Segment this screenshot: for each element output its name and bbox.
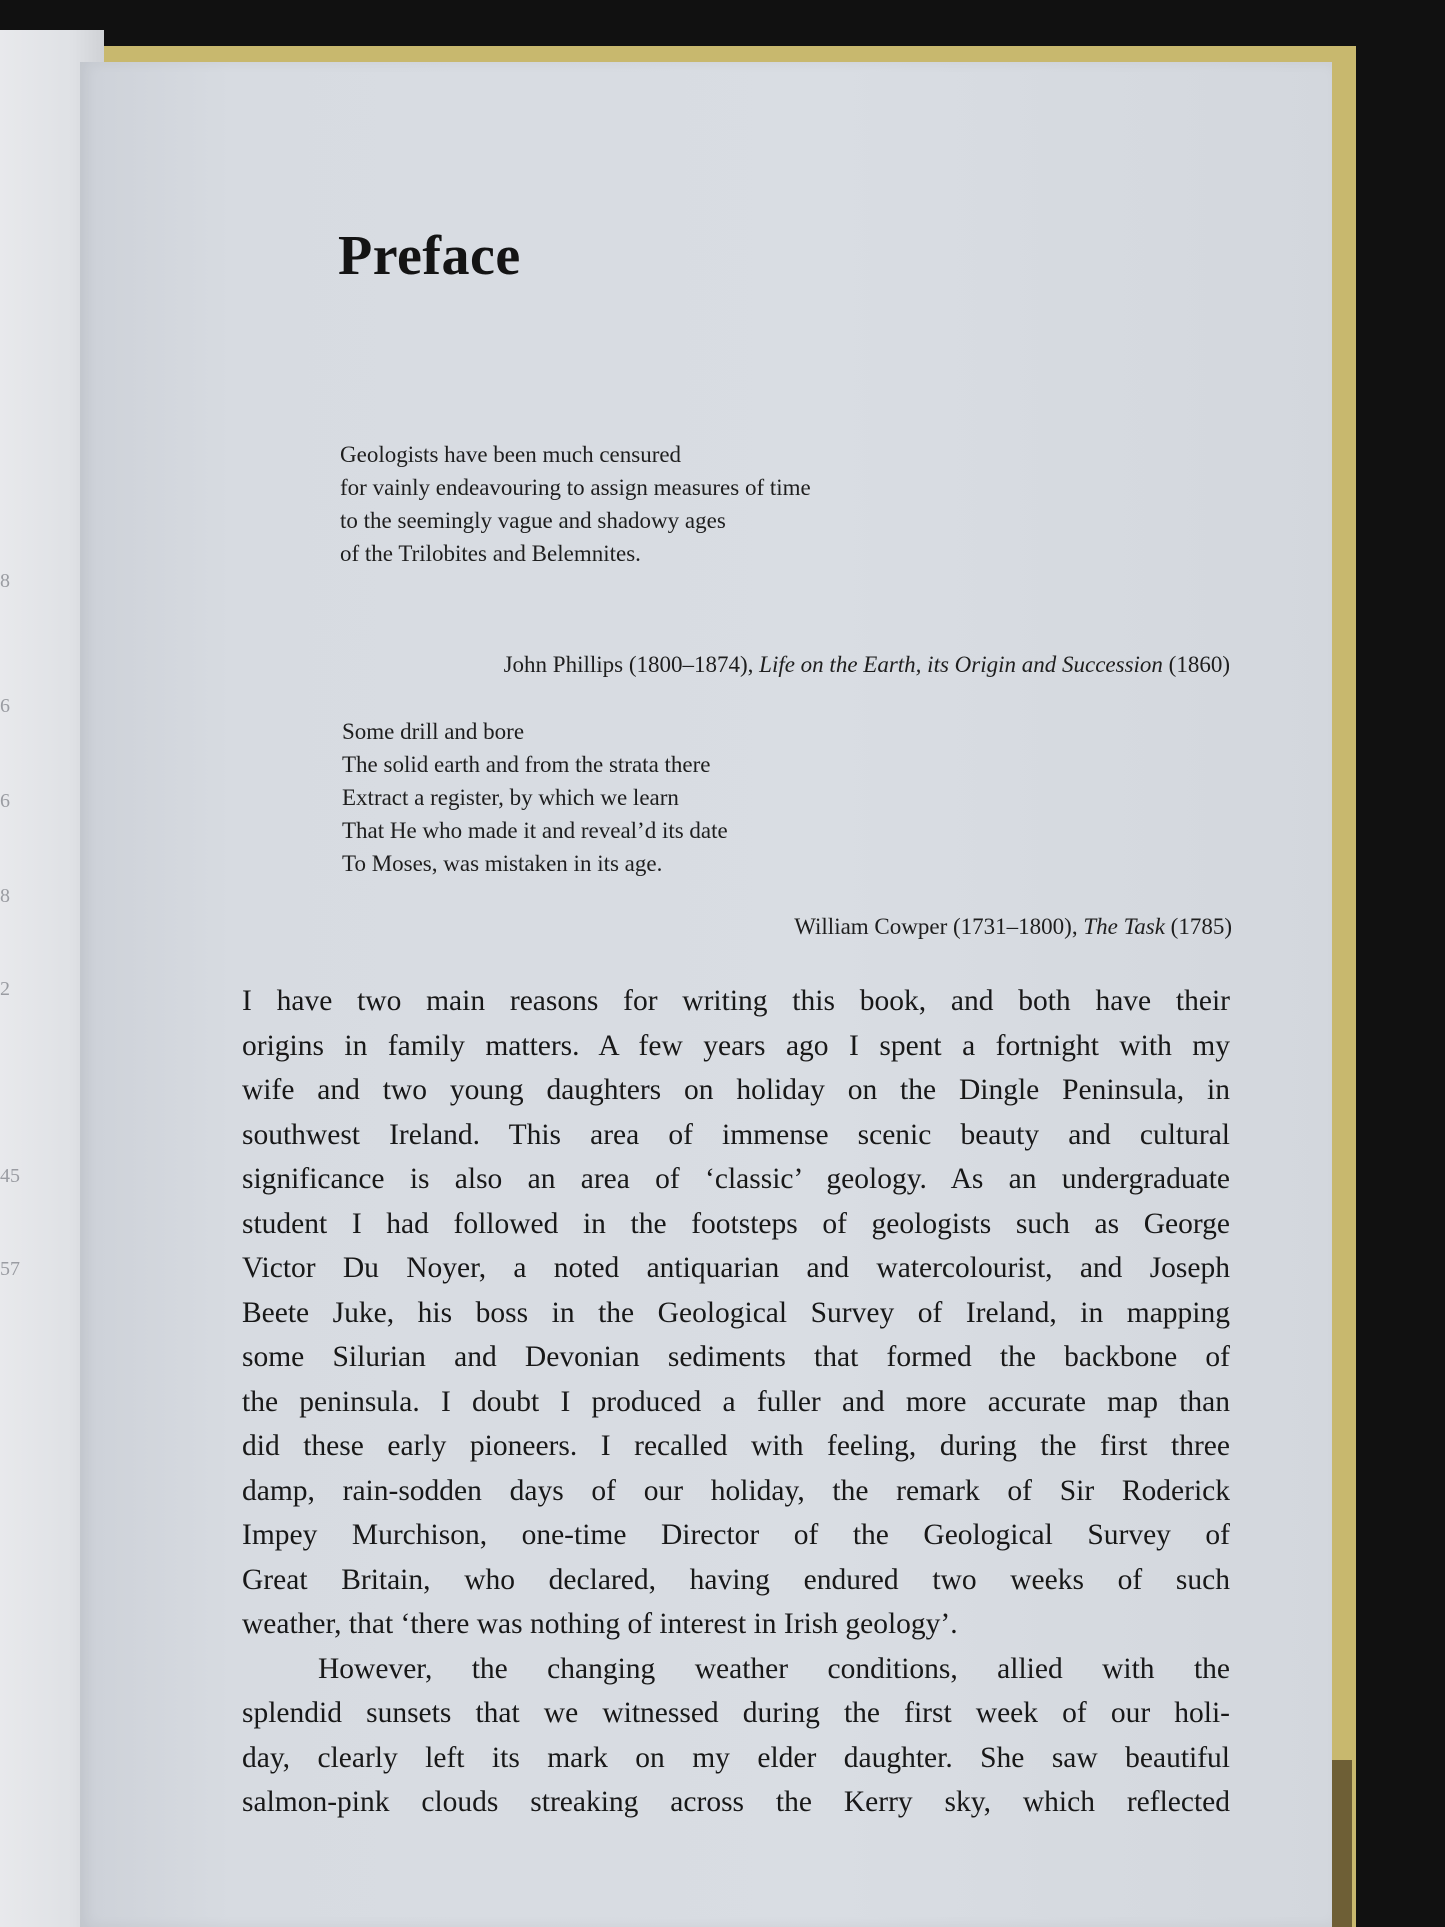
paragraph-1-line: weather, that ‘there was nothing of interest in Irish geology’. <box>242 1608 958 1640</box>
left-page-number: 2 <box>0 978 10 1000</box>
epigraph-cowper <box>342 715 728 880</box>
attribution-year: (1785) <box>1164 914 1232 939</box>
paragraph-2-line: splendid sunsets that we witnessed during the first week of our holi- <box>242 1697 1230 1729</box>
epigraph-line: To Moses, was mistaken in its age. <box>342 851 663 876</box>
epigraph-line: Geologists have been much censured <box>340 442 682 467</box>
book-page <box>80 62 1332 1927</box>
attribution-author: William Cowper (1731–1800), <box>794 914 1084 939</box>
paragraph-1-line: Victor Du Noyer, a noted antiquarian and watercolourist, and Joseph <box>242 1252 1230 1284</box>
body-text <box>242 979 1230 1825</box>
paragraph-1-line: damp, rain-sodden days of our holiday, the remark of Sir Roderick <box>242 1474 1230 1507</box>
attribution-year: (1860) <box>1162 652 1230 677</box>
paragraph-2-line: However, the changing weather conditions, allied with the <box>318 1652 1230 1685</box>
paragraph-1-line: southwest Ireland. This area of immense scenic beauty and cultural <box>242 1118 1230 1151</box>
paragraph-2-line: salmon-pink clouds streaking across the Kerry sky, which reflected <box>242 1786 1230 1818</box>
left-page-number: 6 <box>0 790 10 812</box>
paragraph-1-line: some Silurian and Devonian sediments that formed the backbone of <box>242 1341 1230 1373</box>
paragraph-1-line: Impey Murchison, one-time Director of the Geological Survey of <box>242 1519 1230 1551</box>
attribution-title: Life on the Earth, its Origin and Succession <box>759 652 1163 677</box>
epigraph-phillips <box>340 438 811 570</box>
epigraph-line: of the Trilobites and Belemnites. <box>340 541 641 566</box>
epigraph-line: to the seemingly vague and shadowy ages <box>340 508 726 533</box>
left-page-number: 45 <box>0 1165 20 1187</box>
paragraph-1-line: the peninsula. I doubt I produced a fuller and more accurate map than <box>242 1385 1230 1418</box>
paragraph-2-line: day, clearly left its mark on my elder daughter. She saw beautiful <box>242 1741 1230 1774</box>
left-page-number: 8 <box>0 570 10 592</box>
paragraph-1-line: significance is also an area of ‘classic’ geology. As an undergraduate <box>242 1163 1230 1195</box>
left-page-number: 6 <box>0 695 10 717</box>
epigraph-line: for vainly endeavouring to assign measures of time <box>340 475 811 500</box>
epigraph-line: Some drill and bore <box>342 719 525 744</box>
paragraph-1-line: wife and two young daughters on holiday on the Dingle Peninsula, in <box>242 1074 1230 1106</box>
left-page-number: 8 <box>0 885 10 907</box>
epigraph-line: The solid earth and from the strata there <box>342 752 711 777</box>
paragraph-1-line: did these early pioneers. I recalled with feeling, during the first three <box>242 1430 1230 1462</box>
attribution-title: The Task <box>1083 914 1165 939</box>
paragraph-1-line: Great Britain, who declared, having endured two weeks of such <box>242 1563 1230 1596</box>
epigraph-attribution-cowper <box>794 914 1232 940</box>
epigraph-line: That He who made it and reveal’d its date <box>342 818 728 843</box>
attribution-author: John Phillips (1800–1874), <box>503 652 760 677</box>
epigraph-line: Extract a register, by which we learn <box>342 785 679 810</box>
page-title: Preface <box>338 225 521 287</box>
paragraph-1-line: I have two main reasons for writing this book, and both have their <box>242 985 1230 1017</box>
epigraph-attribution-phillips <box>504 652 1230 678</box>
paragraph-1-line: Beete Juke, his boss in the Geological Survey of Ireland, in mapping <box>242 1296 1230 1329</box>
paragraph-1-line: student I had followed in the footsteps of geologists such as George <box>242 1207 1230 1240</box>
paragraph-1-line: origins in family matters. A few years ago I spent a fortnight with my <box>242 1029 1230 1062</box>
left-page-number: 57 <box>0 1258 20 1280</box>
